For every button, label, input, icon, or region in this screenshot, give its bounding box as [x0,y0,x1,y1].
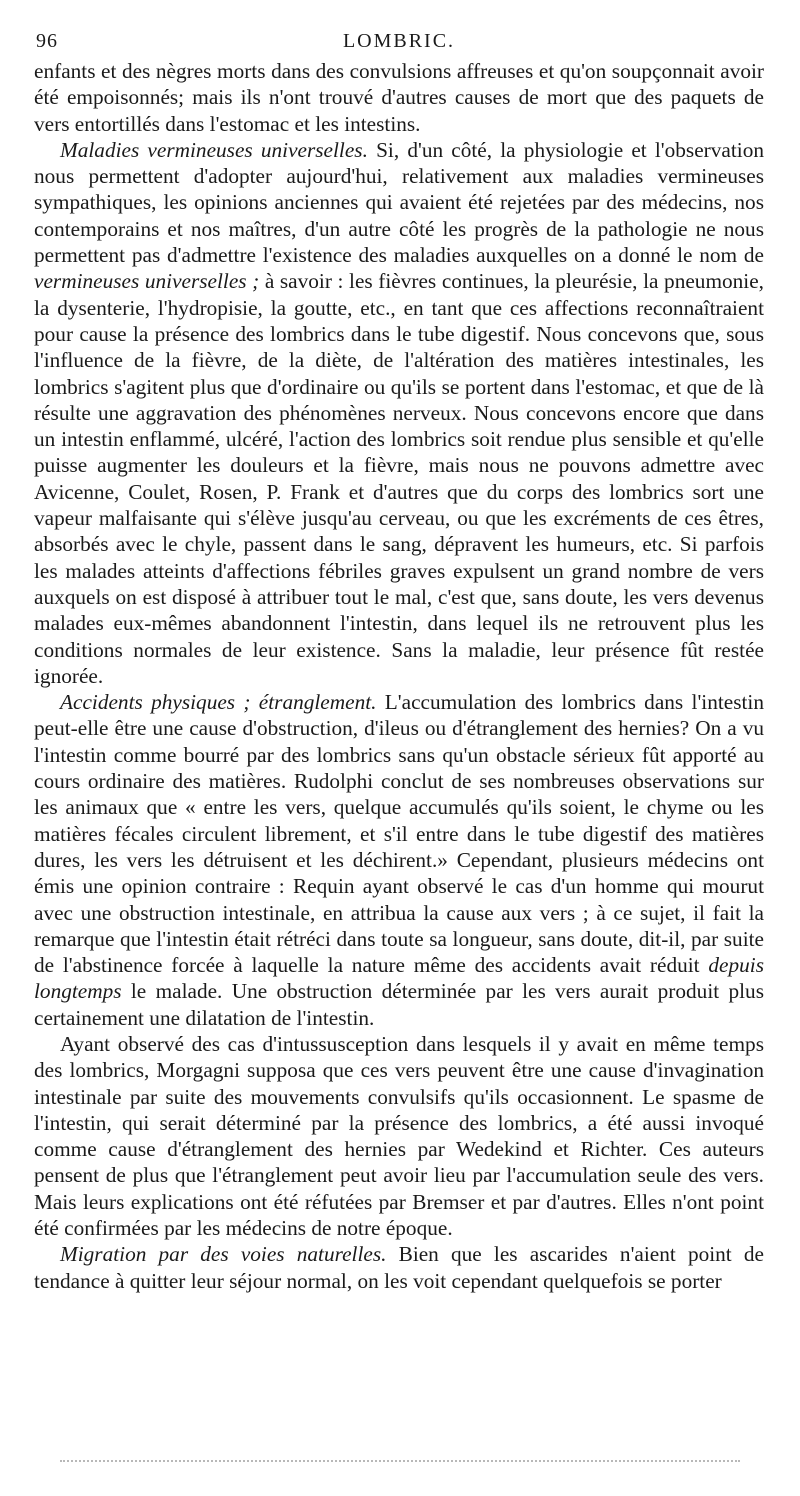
italic-term: vermineuses universelles ; [34,269,260,294]
bleed-through-smudge [60,1460,740,1464]
paragraph-continuation [34,58,764,137]
section-heading: Accidents physiques ; étranglement. [60,690,377,715]
paragraph-text: enfants et des nègres morts dans des convulsions affreuses et qu'on soupçonnait avoir été empoisonnés; mais ils n'ont trouvé d'autres causes de mort que des paquets de vers entortillés dans l'estomac et les intestins. [34,59,764,136]
page-header [34,22,764,58]
paragraph-text: le malade. Une obstruction déterminée par les vers aurait produit plus certainement une dilatation de l'intestin. [34,979,764,1030]
paragraph-migration [34,1241,764,1294]
page-number: 96 [36,30,58,52]
section-heading: Migration par des voies naturelles. [60,1242,387,1267]
paragraph-intussusception [34,1031,764,1241]
paragraph-text: Bien que les ascarides n'aient point de tendance à quitter leur séjour normal, on les voit cependant quelquefois se porter [34,1242,764,1293]
body-text [34,58,764,1294]
paragraph-text: Ayant observé des cas d'intussusception dans lesquels il y avait en même temps des lombrics, Morgagni supposa que ces vers peuvent être une cause d'invagination intestinale par suite des mouvements convulsifs qu'ils occasionnent. Le spasme de l'intestin, qui serait déterminé par la présence des lombrics, a été aussi invoqué comme cause d'étranglement des hernies par Wedekind et Richter. Ces auteurs pensent de plus que l'étranglement peut avoir lieu par l'accumulation seule des vers. Mais leurs explications ont été réfutées par Bremser et par d'autres. Elles n'ont point été confirmées par les médecins de notre époque. [34,1031,764,1241]
running-title: LOMBRIC. [342,30,456,52]
paragraph-text: à savoir : les fièvres continues, la pleurésie, la pneumonie, la dysenterie, l'hydropisie, la goutte, etc., en tant que ces affections reconnaîtraient pour cause la présence des lombrics dans le tube digestif. Nous concevons que, sous l'influence de la fièvre, de la diète, de l'altération des matières intestinales, les lombrics s'agitent plus que d'ordinaire ou qu'ils se portent dans l'estomac, et que de là résulte une aggravation des phénomènes nerveux. Nous concevons encore que dans un intestin enflammé, ulcéré, l'action des lombrics soit rendue plus sensible et qu'elle puisse augmenter les douleurs et la fièvre, mais nous ne pouvons admettre avec Avicenne, Coulet, Rosen, P. Frank et d'autres que du corps des lombrics sort une vapeur malfaisante qui s'élève jusqu'au cerveau, ou que les excréments de ces êtres, absorbés avec le chyle, passent dans le sang, dépravent les humeurs, etc. Si parfois les malades atteints d'affections fébriles graves expulsent un grand nombre de vers auxquels on est disposé à attribuer tout le mal, c'est que, sans doute, les vers devenus malades eux-mêmes abandonnent l'intestin, dans lequel ils ne retrouvent plus les conditions normales de leur existence. Sans la maladie, leur présence fût restée ignorée. [34,269,764,688]
section-heading: Maladies vermineuses universelles. [60,137,368,162]
paragraph-accidents-physiques [34,689,764,1031]
book-page [34,22,764,1294]
paragraph-text: L'accumulation des lombrics dans l'intestin peut-elle être une cause d'obstruction, d'ileus ou d'étranglement des hernies? On a vu l'intestin comme bourré par des lombrics sans qu'un obstacle sérieux fût apporté au cours ordinaire des matières. Rudolphi conclut de ses nombreuses observations sur les animaux que « entre les vers, quelque accumulés qu'ils soient, le chyme ou les matières fécales circulent librement, et s'il entre dans le tube digestif des matières dures, les vers les détruisent et les déchirent.» Cependant, plusieurs médecins ont émis une opinion contraire : Requin ayant observé le cas d'un homme qui mourut avec une obstruction intestinale, en attribua la cause aux vers ; à ce sujet, il fait la remarque que l'intestin était rétréci dans toute sa longueur, sans doute, dit-il, par suite de l'abstinence forcée à laquelle la nature même des accidents avait réduit [34,690,764,978]
italic-term: depuis longtemps [34,953,764,1004]
paragraph-maladies-vermineuses [34,137,764,689]
paragraph-text: Si, d'un côté, la physiologie et l'observation nous permettent d'adopter aujourd'hui, relativement aux maladies vermineuses sympathiques, les opinions anciennes qui avaient été rejetées par des médecins, nos contemporains et nos maîtres, d'un autre côté les progrès de la pathologie ne nous permettent pas d'admettre l'existence des maladies auxquelles on a donné le nom de [34,137,764,268]
